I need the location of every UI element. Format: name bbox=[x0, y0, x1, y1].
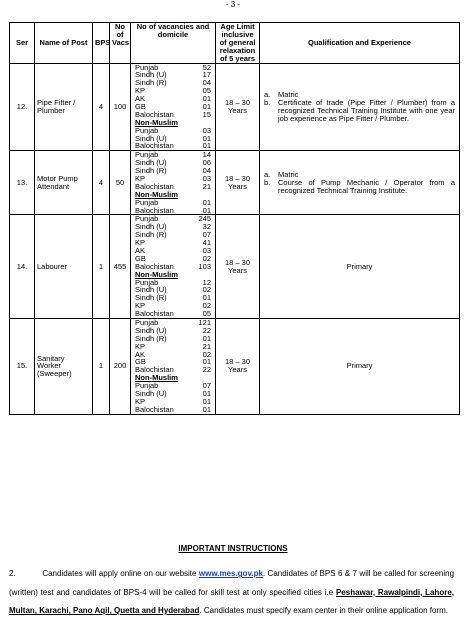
bps-cell: 1 bbox=[93, 319, 110, 415]
domicile-count: 01 bbox=[202, 133, 211, 143]
domicile-name: GB bbox=[135, 357, 146, 367]
domicile-name: Balochistan bbox=[135, 365, 174, 375]
domicile-name: Punjab bbox=[135, 150, 159, 160]
vacancy-domicile-cell bbox=[131, 215, 216, 319]
domicile-name: Sindh (U) bbox=[135, 158, 167, 168]
qualification-item bbox=[262, 179, 457, 195]
header-qualification: Qualification and Experience bbox=[260, 23, 460, 64]
vacs-cell: 200 bbox=[110, 319, 131, 415]
vacancy-line bbox=[133, 142, 213, 150]
domicile-count: 02 bbox=[202, 301, 211, 311]
vacancy-line bbox=[133, 79, 213, 87]
instruction-paragraph bbox=[9, 565, 454, 621]
qualification-cell bbox=[260, 319, 460, 415]
qualification-item bbox=[262, 362, 457, 370]
domicile-name: Balochistan bbox=[135, 109, 174, 119]
bps-cell: 1 bbox=[93, 215, 110, 319]
domicile-count: 01 bbox=[202, 197, 211, 207]
domicile-count: 01 bbox=[202, 293, 211, 303]
qualification-text: Course of Pump Mechanic / Operator from a recognized Technical Training Institute. bbox=[278, 177, 455, 195]
domicile-name: Sindh (R) bbox=[135, 166, 167, 176]
qualification-marker: a. bbox=[264, 90, 271, 100]
domicile-name: GB bbox=[135, 101, 146, 111]
domicile-count: 05 bbox=[202, 309, 211, 319]
domicile-name: Punjab bbox=[135, 214, 159, 224]
vacancy-domicile-cell bbox=[131, 63, 216, 151]
domicile-count: 41 bbox=[202, 238, 211, 248]
domicile-name: AK bbox=[135, 246, 146, 256]
vacancy-line bbox=[133, 231, 213, 239]
table-row bbox=[10, 215, 460, 319]
domicile-count: 01 bbox=[202, 141, 211, 151]
exam-cities: Peshawar, Rawalpindi, Lahore, Multan, Karachi, Pano Aqil, Quetta and Hyderabad bbox=[9, 587, 454, 615]
post-name-cell: Sanitary Worker (Sweeper) bbox=[35, 319, 93, 415]
page-number: - 3 - bbox=[225, 0, 241, 9]
domicile-name: KP bbox=[135, 341, 146, 351]
qualification-text: Matric bbox=[278, 90, 299, 100]
domicile-count: 03 bbox=[202, 174, 211, 183]
qualification-marker: b. bbox=[264, 177, 271, 187]
domicile-count: 02 bbox=[202, 349, 211, 359]
vacs-cell: 100 bbox=[110, 63, 131, 151]
domicile-count: 04 bbox=[202, 78, 211, 88]
domicile-name: Sindh (R) bbox=[135, 230, 167, 240]
domicile-count: 22 bbox=[202, 365, 211, 375]
domicile-name: Non-Muslim bbox=[135, 189, 178, 199]
vacancy-line bbox=[133, 310, 213, 318]
domicile-count: 02 bbox=[202, 253, 211, 263]
vacancy-domicile-cell bbox=[131, 319, 216, 415]
domicile-name: GB bbox=[135, 253, 146, 263]
domicile-count: 01 bbox=[202, 396, 211, 406]
bps-cell: 4 bbox=[93, 151, 110, 215]
domicile-name: Sindh (U) bbox=[135, 222, 167, 232]
domicile-name: Balochistan bbox=[135, 309, 174, 319]
vacancy-table bbox=[9, 22, 460, 415]
ser-cell: 12. bbox=[10, 63, 35, 151]
ser-cell: 15. bbox=[10, 319, 35, 415]
domicile-count: 121 bbox=[198, 318, 211, 328]
qualification-cell bbox=[260, 151, 460, 215]
vacancy-line bbox=[133, 294, 213, 302]
vacs-cell: 455 bbox=[110, 215, 131, 319]
domicile-name: Sindh (U) bbox=[135, 325, 167, 335]
qualification-cell bbox=[260, 215, 460, 319]
vacancy-line bbox=[133, 335, 213, 343]
vacancy-line bbox=[133, 167, 213, 175]
domicile-count: 21 bbox=[202, 181, 211, 191]
domicile-count: 01 bbox=[202, 205, 211, 215]
qualification-marker: b. bbox=[264, 98, 271, 108]
domicile-name: AK bbox=[135, 349, 146, 359]
age-limit-cell: 18 – 30 Years bbox=[216, 63, 260, 151]
header-name-of-post: Name of Post bbox=[35, 23, 93, 64]
domicile-name: Non-Muslim bbox=[135, 373, 178, 383]
age-limit-cell: 18 – 30 Years bbox=[216, 215, 260, 319]
domicile-count: 21 bbox=[202, 341, 211, 351]
table-header-row bbox=[10, 23, 460, 64]
domicile-name: Punjab bbox=[135, 62, 159, 72]
paragraph-number: 2. bbox=[9, 569, 16, 578]
vacancy-line bbox=[133, 239, 213, 247]
domicile-count: 245 bbox=[198, 214, 211, 224]
vacancy-line bbox=[133, 343, 213, 351]
domicile-count: 03 bbox=[202, 125, 211, 135]
domicile-count: 05 bbox=[202, 86, 211, 96]
table-row bbox=[10, 151, 460, 215]
table-row bbox=[10, 63, 460, 151]
domicile-count: 01 bbox=[202, 101, 211, 111]
domicile-name: Balochistan bbox=[135, 404, 174, 414]
instruction-text-1: Candidates will apply online on our website bbox=[42, 569, 199, 578]
qualification-item bbox=[262, 263, 457, 271]
qualification-text: Matric bbox=[278, 170, 299, 180]
domicile-name: Non-Muslim bbox=[135, 117, 178, 127]
domicile-name: Punjab bbox=[135, 381, 159, 391]
domicile-count: 52 bbox=[202, 62, 211, 72]
vacancy-line bbox=[133, 406, 213, 414]
domicile-name: KP bbox=[135, 238, 146, 248]
age-limit-cell: 18 – 30 Years bbox=[216, 151, 260, 215]
domicile-name: Sindh (U) bbox=[135, 133, 167, 143]
domicile-count: 15 bbox=[202, 109, 211, 119]
instruction-text-3: . Candidates must specify exam center in their online application form. bbox=[199, 606, 448, 615]
vacancy-line bbox=[133, 207, 213, 215]
post-name-cell: Labourer bbox=[35, 215, 93, 319]
domicile-count: 06 bbox=[202, 158, 211, 168]
domicile-name: Punjab bbox=[135, 277, 159, 287]
bps-cell: 4 bbox=[93, 63, 110, 151]
domicile-name: Balochistan bbox=[135, 141, 174, 151]
domicile-name: KP bbox=[135, 396, 146, 406]
domicile-count: 04 bbox=[202, 166, 211, 176]
domicile-count: 12 bbox=[202, 277, 211, 287]
domicile-name: Punjab bbox=[135, 197, 159, 207]
domicile-name: Balochistan bbox=[135, 205, 174, 215]
domicile-name: Punjab bbox=[135, 318, 159, 328]
domicile-name: Sindh (U) bbox=[135, 389, 167, 399]
domicile-name: AK bbox=[135, 94, 146, 104]
domicile-count: 07 bbox=[202, 381, 211, 391]
domicile-count: 01 bbox=[202, 357, 211, 367]
domicile-name: KP bbox=[135, 86, 146, 96]
domicile-count: 03 bbox=[202, 246, 211, 256]
header-age-limit: Age Limit inclusive of general relaxation of 5 years bbox=[216, 23, 260, 64]
header-vacancies-domicile: No of vacancies and domicile bbox=[131, 23, 216, 64]
header-ser: Ser bbox=[10, 23, 35, 64]
domicile-count: 103 bbox=[198, 261, 211, 271]
vacancy-line bbox=[133, 87, 213, 95]
website-link[interactable]: www.mes.gov.pk bbox=[198, 569, 263, 578]
domicile-name: Punjab bbox=[135, 125, 159, 135]
domicile-count: 01 bbox=[202, 389, 211, 399]
domicile-count: 07 bbox=[202, 230, 211, 240]
domicile-name: Sindh (U) bbox=[135, 285, 167, 295]
header-bps: BPS bbox=[93, 23, 110, 64]
domicile-count: 22 bbox=[202, 325, 211, 335]
important-instructions bbox=[0, 543, 466, 615]
domicile-name: Sindh (R) bbox=[135, 78, 167, 88]
qualification-item bbox=[262, 99, 457, 123]
domicile-count: 01 bbox=[202, 94, 211, 104]
vacs-cell: 50 bbox=[110, 151, 131, 215]
domicile-count: 01 bbox=[202, 404, 211, 414]
qualification-text: Primary bbox=[346, 361, 373, 371]
qualification-text: Primary bbox=[346, 261, 373, 271]
domicile-count: 02 bbox=[202, 285, 211, 295]
qualification-cell bbox=[260, 63, 460, 151]
vacancy-line bbox=[133, 390, 213, 398]
qualification-text: Certificate of trade (Pipe Fitter / Plumber) from a recognized Technical Training Institute with one year job experience as Pipe Fitter / Plumber. bbox=[278, 98, 455, 123]
domicile-name: Balochistan bbox=[135, 261, 174, 271]
domicile-name: Sindh (R) bbox=[135, 333, 167, 343]
domicile-count: 14 bbox=[202, 150, 211, 160]
domicile-count: 32 bbox=[202, 222, 211, 232]
instruction-text-2: . Candidates of BPS 6 & 7 will be called for screening (written) test and candidates of BPS-4 will be called for skill test at only specified cities i.e bbox=[9, 569, 455, 597]
post-name-cell: Motor Pump Attendant bbox=[35, 151, 93, 215]
vacancy-domicile-cell bbox=[131, 151, 216, 215]
age-limit-cell: 18 – 30 Years bbox=[216, 319, 260, 415]
domicile-name: Sindh (U) bbox=[135, 70, 167, 80]
header-no-of-vacs: No of Vacs bbox=[110, 23, 131, 64]
domicile-count: 17 bbox=[202, 70, 211, 80]
instructions-heading: IMPORTANT INSTRUCTIONS bbox=[178, 544, 288, 553]
domicile-name: Sindh (R) bbox=[135, 293, 167, 303]
qualification-marker: a. bbox=[264, 170, 271, 180]
ser-cell: 14. bbox=[10, 215, 35, 319]
ser-cell: 13. bbox=[10, 151, 35, 215]
domicile-count: 01 bbox=[202, 333, 211, 343]
table-row bbox=[10, 319, 460, 415]
domicile-name: KP bbox=[135, 301, 146, 311]
domicile-name: Non-Muslim bbox=[135, 269, 178, 279]
domicile-name: KP bbox=[135, 174, 146, 183]
post-name-cell: Pipe Fitter / Plumber bbox=[35, 63, 93, 151]
domicile-name: Balochistan bbox=[135, 181, 174, 191]
